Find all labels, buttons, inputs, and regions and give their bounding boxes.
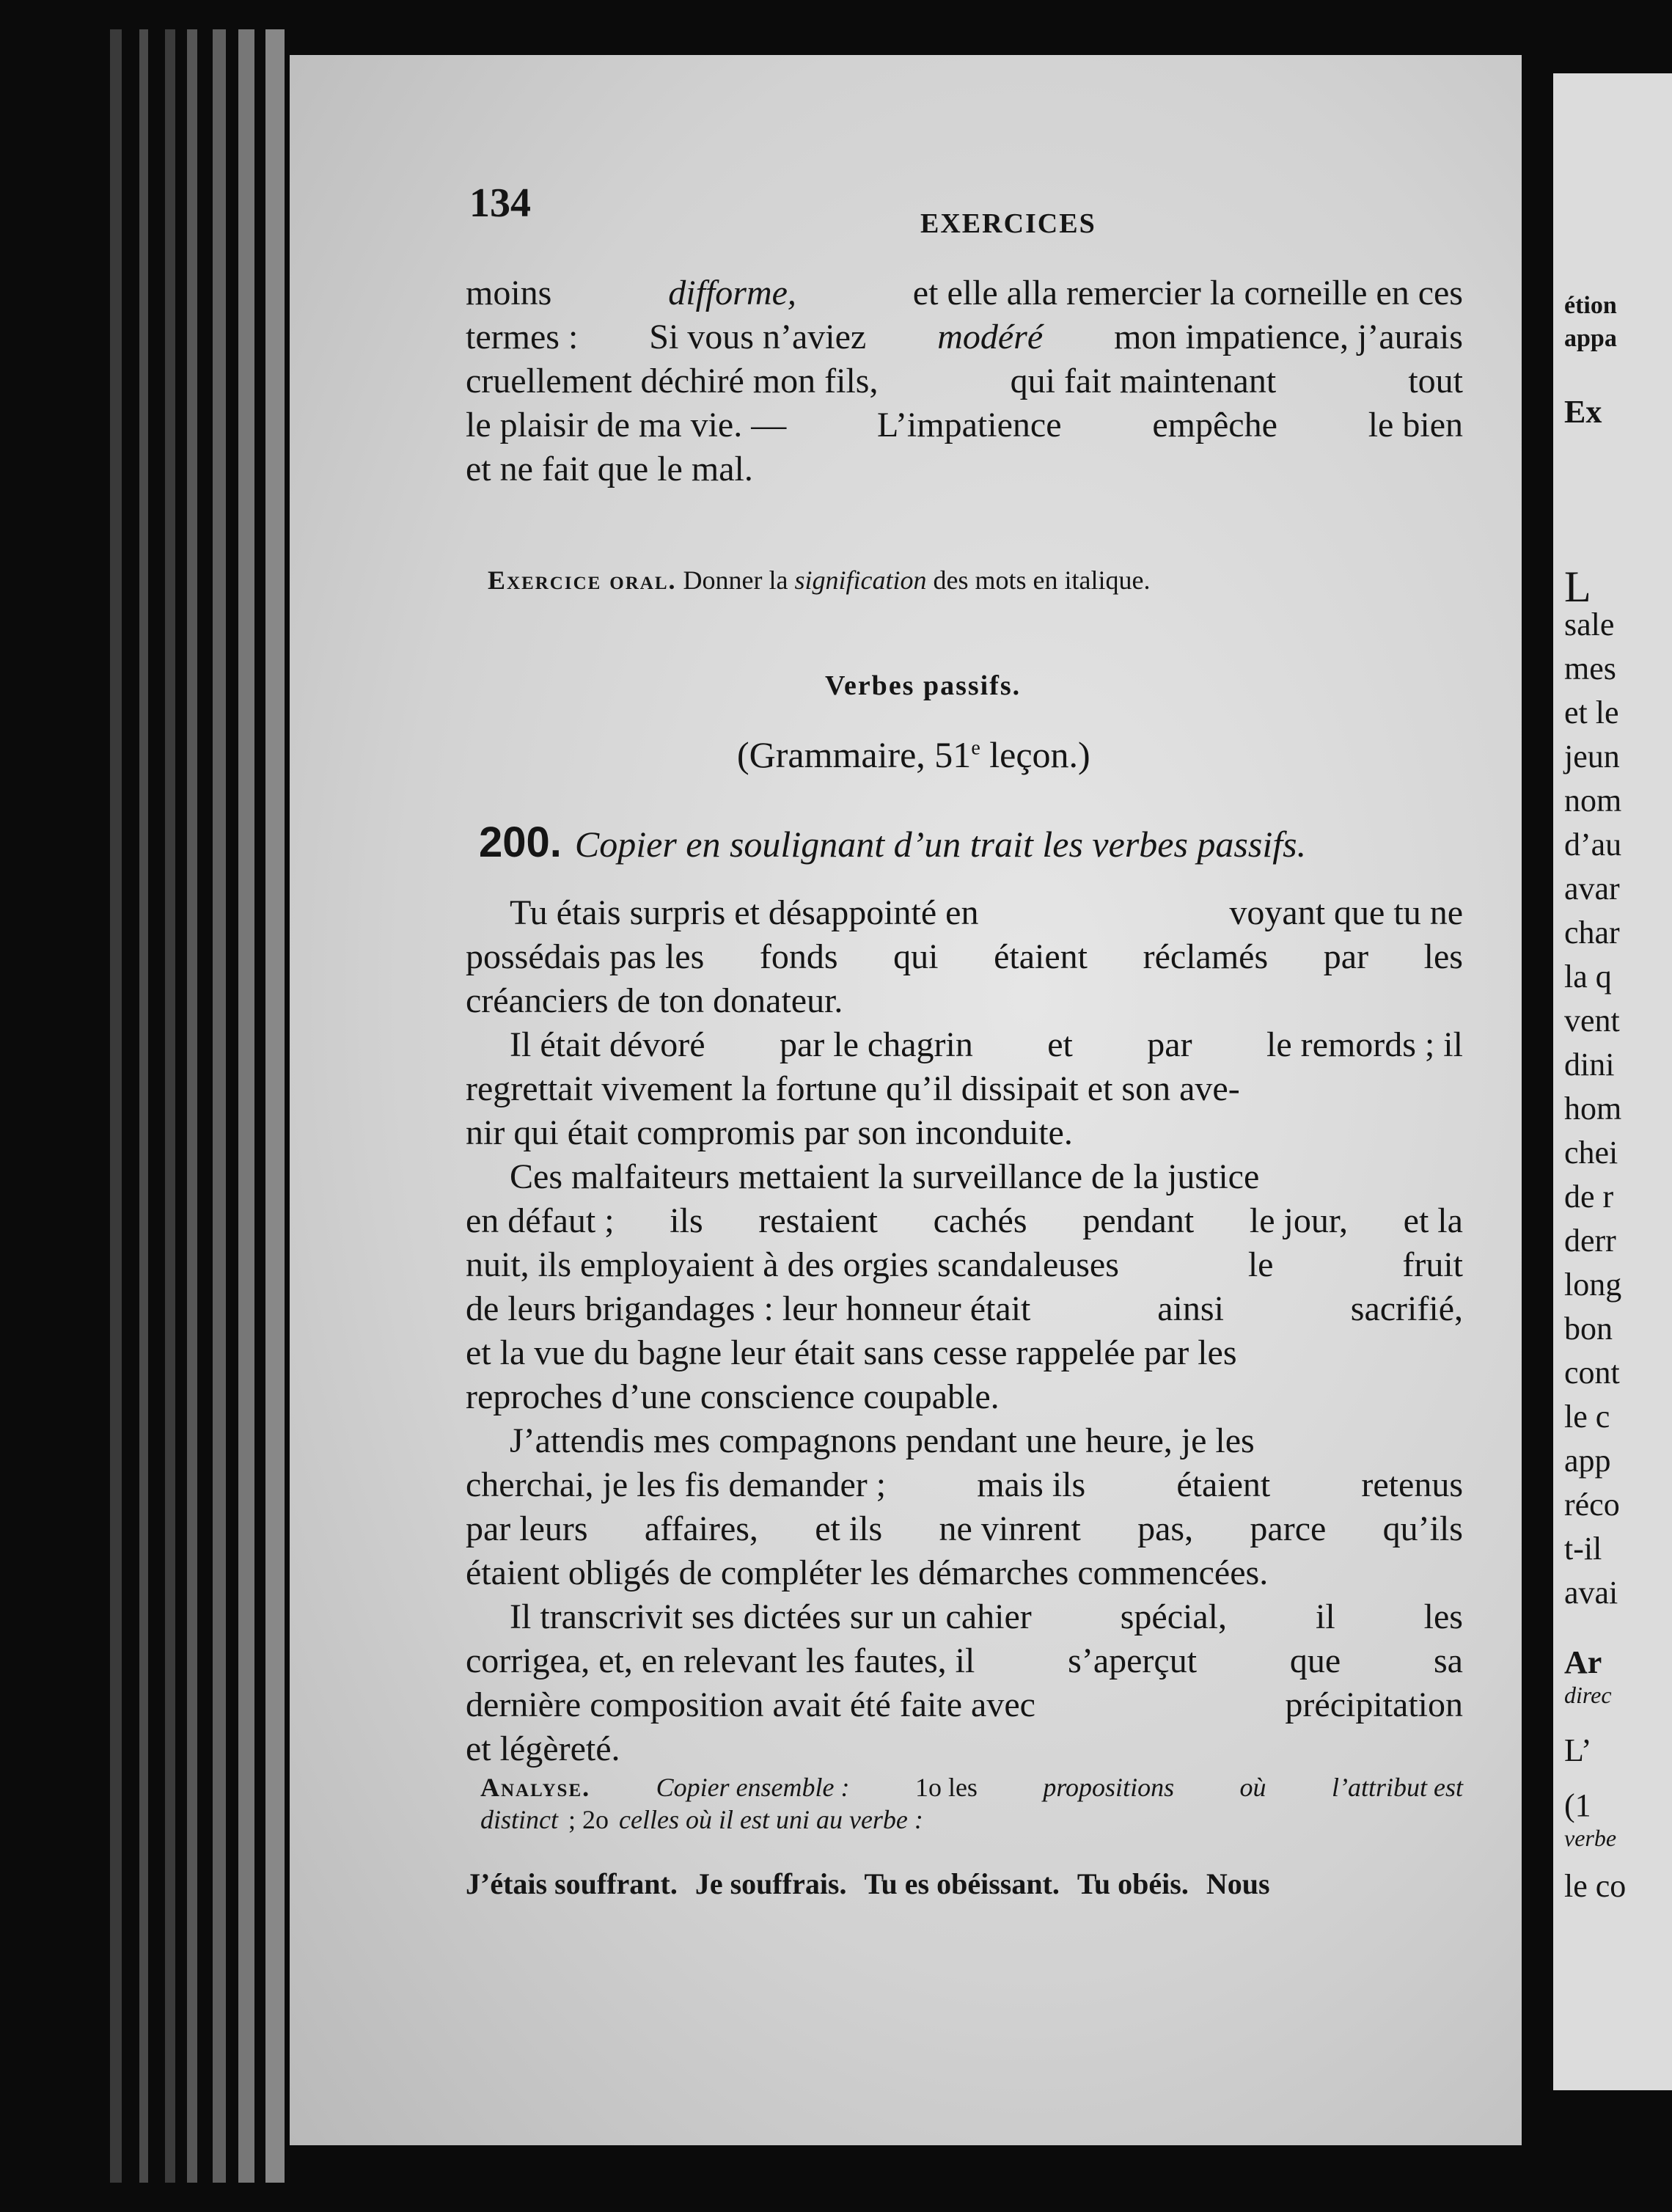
text-segment: et ils (815, 1509, 883, 1548)
exercice-oral-italic: signification (794, 565, 927, 595)
book-edge (265, 29, 285, 2183)
analyse-line (480, 1771, 1463, 1803)
text-segment: Si vous n’aviez (649, 318, 867, 356)
running-head: EXERCICES (920, 208, 1096, 239)
text-segment: les (1423, 937, 1463, 976)
facing-page-text: d’au (1564, 827, 1622, 863)
text-line (466, 1375, 1463, 1419)
exercice-oral-label: Exercice oral. (488, 565, 677, 595)
example-phrase: Je souffrais. (694, 1867, 847, 1900)
facing-page-text: de r (1564, 1179, 1614, 1215)
analyse-segment: 1o les (914, 1773, 978, 1802)
text-segment: le bien (1368, 406, 1463, 444)
text-segment: Il était dévoré (510, 1025, 705, 1064)
text-segment: cruellement déchiré mon fils, (466, 362, 879, 400)
analyse-segment: propositions (1043, 1773, 1175, 1802)
facing-page-text: étion (1564, 292, 1617, 319)
text-line (466, 1463, 1463, 1507)
text-segment: modéré (937, 318, 1044, 356)
examples-line (466, 1867, 1288, 1901)
facing-page-text: t-il (1564, 1531, 1602, 1567)
text-line (466, 1639, 1463, 1683)
text-line (466, 935, 1463, 979)
text-segment: qui (893, 937, 939, 976)
grammaire-sup: e (971, 736, 980, 760)
intro-paragraph (466, 271, 1463, 491)
book-edge (110, 29, 122, 2183)
text-segment: le remords ; il (1266, 1025, 1463, 1064)
text-segment: possédais pas les (466, 937, 705, 976)
text-segment: qu’ils (1382, 1509, 1463, 1548)
example-phrase: Tu obéis. (1077, 1867, 1189, 1900)
text-line (466, 1595, 1463, 1639)
text-line (466, 1683, 1463, 1727)
facing-page-text: bon (1564, 1311, 1613, 1347)
exercice-oral-text: Donner la (683, 565, 788, 595)
text-line (466, 1067, 1463, 1111)
book-edge (187, 29, 197, 2183)
text-segment: le (1247, 1245, 1274, 1284)
text-segment: étaient obligés de compléter les démarches commencées. (466, 1553, 1269, 1592)
facing-page-text: app (1564, 1443, 1611, 1479)
text-segment: parce (1250, 1509, 1327, 1548)
analyse-line (480, 1803, 1463, 1836)
analyse-segment: Copier ensemble : (656, 1773, 850, 1802)
text-line (466, 271, 1463, 315)
facing-page-text: jeun (1564, 739, 1620, 774)
text-segment: moins (466, 274, 552, 312)
facing-page-text: vent (1564, 1003, 1620, 1039)
text-segment: et la vue du bagne leur était sans cesse rappelée par les (466, 1333, 1237, 1372)
exercice-oral (488, 565, 1150, 596)
text-segment: spécial, (1120, 1597, 1227, 1636)
text-line (466, 1199, 1463, 1243)
facing-page-text: L (1564, 563, 1591, 611)
text-segment: retenus (1361, 1465, 1463, 1504)
text-segment: de leurs brigandages : leur honneur était (466, 1289, 1031, 1328)
text-segment: tout (1408, 362, 1463, 400)
facing-page-text: cont (1564, 1355, 1620, 1391)
text-line (466, 1155, 1463, 1199)
text-segment: et (1047, 1025, 1073, 1064)
facing-page-fragment (1553, 73, 1672, 2090)
text-segment: par (1323, 937, 1369, 976)
text-segment: mon impatience, j’aurais (1114, 318, 1463, 356)
exercice-oral-text-end: des mots en italique. (933, 565, 1151, 595)
facing-page-text: avai (1564, 1575, 1618, 1611)
text-line (466, 979, 1463, 1023)
exercise-instruction: Copier en soulignant d’un trait les verbes passifs. (574, 824, 1307, 865)
text-segment: en défaut ; (466, 1201, 615, 1240)
text-segment: créanciers de ton donateur. (466, 981, 843, 1020)
book-edge (165, 29, 175, 2183)
text-segment: les (1423, 1597, 1463, 1636)
book-edge (238, 29, 254, 2183)
facing-page-text: char (1564, 915, 1620, 951)
text-segment: précipitation (1285, 1685, 1463, 1724)
text-line (466, 1111, 1463, 1155)
text-segment: par (1147, 1025, 1192, 1064)
text-line (466, 891, 1463, 935)
text-segment: cherchai, je les fis demander ; (466, 1465, 887, 1504)
text-segment: Il transcrivit ses dictées sur un cahier (510, 1597, 1032, 1636)
text-segment: fonds (759, 937, 838, 976)
text-line (466, 1419, 1463, 1463)
text-segment: sacrifié, (1350, 1289, 1463, 1328)
facing-page-text: (1 (1564, 1787, 1591, 1823)
facing-page-text: dini (1564, 1047, 1615, 1083)
facing-page-text: mes (1564, 651, 1616, 686)
grammaire-reference (737, 733, 1090, 776)
text-segment: L’impatience (877, 406, 1062, 444)
text-segment: Tu étais surpris et désappointé en (510, 893, 979, 932)
exercise-paragraphs (466, 891, 1463, 1771)
facing-page-text: et le (1564, 695, 1619, 730)
text-segment: dernière composition avait été faite avec (466, 1685, 1035, 1724)
text-segment: nuit, ils employaient à des orgies scandaleuses (466, 1245, 1119, 1284)
text-line (466, 1023, 1463, 1067)
text-line (466, 1243, 1463, 1287)
text-line (466, 1287, 1463, 1331)
example-phrase: J’étais souffrant. (466, 1867, 678, 1900)
text-segment: fruit (1402, 1245, 1463, 1284)
facing-page-text: la q (1564, 959, 1612, 995)
text-segment: il (1315, 1597, 1335, 1636)
facing-page-text: le co (1564, 1868, 1627, 1904)
text-segment: et légèreté. (466, 1729, 620, 1768)
text-segment: pendant (1082, 1201, 1195, 1240)
facing-page-text: avar (1564, 871, 1620, 907)
text-line (466, 1507, 1463, 1551)
text-line (466, 315, 1463, 359)
analyse-segment: distinct (480, 1805, 558, 1834)
text-segment: ainsi (1157, 1289, 1224, 1328)
text-segment: étaient (994, 937, 1088, 976)
example-phrase: Nous (1206, 1867, 1270, 1900)
facing-page-text: appa (1564, 325, 1617, 352)
text-segment: affaires, (644, 1509, 758, 1548)
text-segment: étaient (1176, 1465, 1271, 1504)
analyse-segment: où (1239, 1773, 1266, 1802)
grammaire-text-end: leçon.) (980, 734, 1090, 775)
facing-page-text: verbe (1564, 1825, 1617, 1851)
facing-page-text: le c (1564, 1399, 1610, 1435)
text-segment: ils (670, 1201, 703, 1240)
analyse-segment: l’attribut est (1331, 1773, 1463, 1802)
text-segment: Ces malfaiteurs mettaient la surveillance de la justice (510, 1157, 1260, 1196)
text-segment: termes : (466, 318, 579, 356)
text-segment: empêche (1152, 406, 1277, 444)
text-segment: regrettait vivement la fortune qu’il dissipait et son ave- (466, 1069, 1240, 1108)
text-line (466, 359, 1463, 403)
text-segment: et la (1403, 1201, 1463, 1240)
text-segment: voyant que tu ne (1229, 893, 1463, 932)
text-segment: ne vinrent (939, 1509, 1081, 1548)
text-line (466, 1727, 1463, 1771)
section-title: Verbes passifs. (825, 670, 1022, 701)
book-edge (139, 29, 148, 2183)
facing-page-text: hom (1564, 1091, 1622, 1127)
text-segment: par le chagrin (779, 1025, 973, 1064)
facing-page-text: L’ (1564, 1732, 1592, 1768)
page-number: 134 (469, 180, 531, 226)
text-segment: sa (1434, 1641, 1463, 1680)
analyse-segment: ; 2o (568, 1805, 609, 1834)
analyse-label: Analyse. (480, 1773, 591, 1802)
text-segment: le plaisir de ma vie. — (466, 406, 787, 444)
exercise-number: 200. (479, 818, 562, 866)
text-segment: le jour, (1249, 1201, 1348, 1240)
example-phrase: Tu es obéissant. (864, 1867, 1060, 1900)
facing-page-text: chei (1564, 1135, 1618, 1171)
book-page (290, 55, 1522, 2145)
text-segment: pas, (1137, 1509, 1194, 1548)
facing-page-text: Ar (1564, 1644, 1602, 1680)
text-segment: restaient (758, 1201, 878, 1240)
text-segment: et ne fait que le mal. (466, 450, 753, 488)
text-segment: mais ils (977, 1465, 1086, 1504)
text-segment: difforme, (668, 274, 796, 312)
grammaire-text: (Grammaire, 51 (737, 734, 972, 775)
facing-page-text: direc (1564, 1682, 1612, 1708)
analyse-block (480, 1771, 1463, 1836)
text-segment: J’attendis mes compagnons pendant une heure, je les (510, 1421, 1255, 1460)
analyse-segment: celles où il est uni au verbe : (619, 1805, 923, 1834)
text-segment: s’aperçut (1068, 1641, 1198, 1680)
facing-page-text: Ex (1564, 394, 1602, 430)
facing-page-text: réco (1564, 1487, 1620, 1523)
facing-page-text: nom (1564, 783, 1622, 818)
text-segment: réclamés (1143, 937, 1269, 976)
text-line (466, 1331, 1463, 1375)
text-segment: nir qui était compromis par son inconduite. (466, 1113, 1073, 1152)
facing-page-text: long (1564, 1267, 1622, 1303)
facing-page-text: derr (1564, 1223, 1616, 1259)
text-segment: par leurs (466, 1509, 588, 1548)
text-segment: et elle alla remercier la corneille en ces (912, 274, 1463, 312)
text-segment: que (1289, 1641, 1341, 1680)
text-segment: cachés (933, 1201, 1027, 1240)
text-segment: qui fait maintenant (1010, 362, 1277, 400)
text-segment: corrigea, et, en relevant les fautes, il (466, 1641, 975, 1680)
text-segment: reproches d’une conscience coupable. (466, 1377, 1000, 1416)
text-line (466, 403, 1463, 447)
book-edge (213, 29, 226, 2183)
exercise-heading (479, 818, 1306, 867)
facing-page-text: sale (1564, 607, 1615, 642)
text-line (466, 1551, 1463, 1595)
text-line (466, 447, 1463, 491)
